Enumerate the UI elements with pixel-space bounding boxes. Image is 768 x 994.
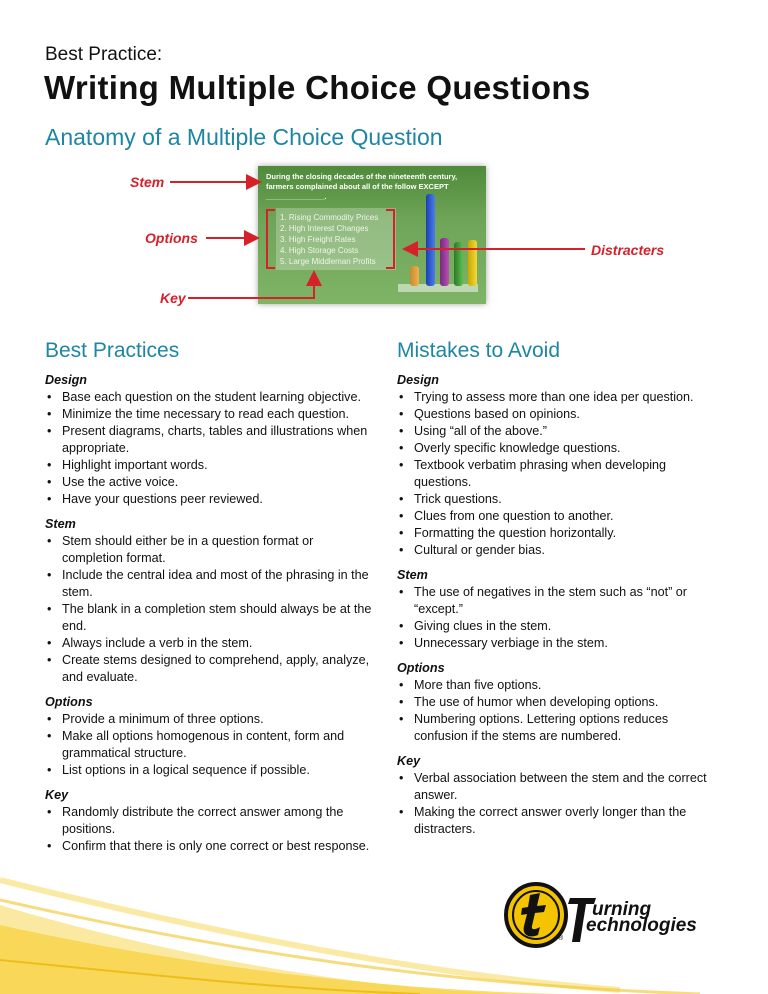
section-title-key: Key [397,754,421,768]
list-item: • Using “all of the above.” [397,423,725,440]
list-item: • The use of humor when developing options. [397,694,725,711]
eyebrow-text: Best Practice: [45,44,163,65]
list-item: • Present diagrams, charts, tables and illustrations when appropriate. [45,423,375,457]
section-title-stem: Stem [397,568,428,582]
key-label: Key [160,290,186,306]
section-title-options: Options [397,661,445,675]
list-item: • Unnecessary verbiage in the stem. [397,635,725,652]
list-item: • Questions based on opinions. [397,406,725,423]
logo-line2: echnologies [586,915,697,936]
list-item: • Textbook verbatim phrasing when developing questions. [397,457,725,491]
turning-technologies-logo [500,880,700,955]
list-item: • More than five options. [397,677,725,694]
logo-registered: ® [558,935,564,942]
diagram-subtitle: Anatomy of a Multiple Choice Question [45,124,443,150]
list-item: • Trying to assess more than one idea per question. [397,389,725,406]
list-item: • Cultural or gender bias. [397,542,725,559]
list-item: • Minimize the time necessary to read each question. [45,406,375,423]
list-item: • Clues from one question to another. [397,508,725,525]
list-item: • Formatting the question horizontally. [397,525,725,542]
list-item: • Confirm that there is only one correct or best response. [45,838,375,855]
list-item: • The use of negatives in the stem such as “not” or “except.” [397,584,725,618]
logo-line1: urning [592,899,652,920]
mistakes-column [397,372,725,838]
section-title-key: Key [45,788,69,802]
list-item: • Base each question on the student learning objective. [45,389,375,406]
best-practices-heading: Best Practices [45,339,180,362]
list-item: • Include the central idea and most of the phrasing in the stem. [45,567,375,601]
logo-badge-icon [500,880,700,950]
list-item: • Numbering options. Lettering options reduces confusion if the stems are numbered. [397,711,725,745]
list-item: • Create stems designed to comprehend, apply, analyze, and evaluate. [45,652,375,686]
list-item: • Have your questions peer reviewed. [45,491,375,508]
stem-label: Stem [130,174,165,190]
options-list [45,711,375,779]
slide-option: 5. Large Middleman Profits [280,257,376,266]
list-item: • Trick questions. [397,491,725,508]
slide-option: 4. High Storage Costs [280,246,359,255]
list-item: • Highlight important words. [45,457,375,474]
list-item: • The blank in a completion stem should always be at the end. [45,601,375,635]
section-title-design: Design [45,373,87,387]
list-item: • Use the active voice. [45,474,375,491]
stem-list [45,533,375,686]
section-title-design: Design [397,373,439,387]
best-practices-column [45,372,375,855]
key-list [397,770,725,838]
slide-option: 2. High Interest Changes [280,224,369,233]
slide-option: 1. Rising Commodity Prices [280,213,379,222]
section-title-stem: Stem [45,517,76,531]
section-title-options: Options [45,695,93,709]
list-item: • Always include a verb in the stem. [45,635,375,652]
key-list [45,804,375,855]
stem-list [397,584,725,652]
design-list [397,389,725,559]
distracters-label: Distracters [591,242,665,258]
list-item: • Verbal association between the stem and the correct answer. [397,770,725,804]
options-list [397,677,725,745]
list-item: • Make all options homogenous in content, form and grammatical structure. [45,728,375,762]
slide-option: 3. High Freight Rates [280,235,356,244]
list-item: • Giving clues in the stem. [397,618,725,635]
slide-stem-text: During the closing decades of the nineteenth century, farmers complained about all of the follow EXCEPT ______________. [266,172,458,201]
list-item: • Randomly distribute the correct answer among the positions. [45,804,375,838]
options-label: Options [145,230,198,246]
design-list [45,389,375,508]
page-title: Writing Multiple Choice Questions [44,69,591,106]
list-item: • Overly specific knowledge questions. [397,440,725,457]
mistakes-heading: Mistakes to Avoid [397,339,561,362]
list-item: • List options in a logical sequence if possible. [45,762,375,779]
list-item: • Provide a minimum of three options. [45,711,375,728]
list-item: • Making the correct answer overly longer than the distracters. [397,804,725,838]
list-item: • Stem should either be in a question format or completion format. [45,533,375,567]
